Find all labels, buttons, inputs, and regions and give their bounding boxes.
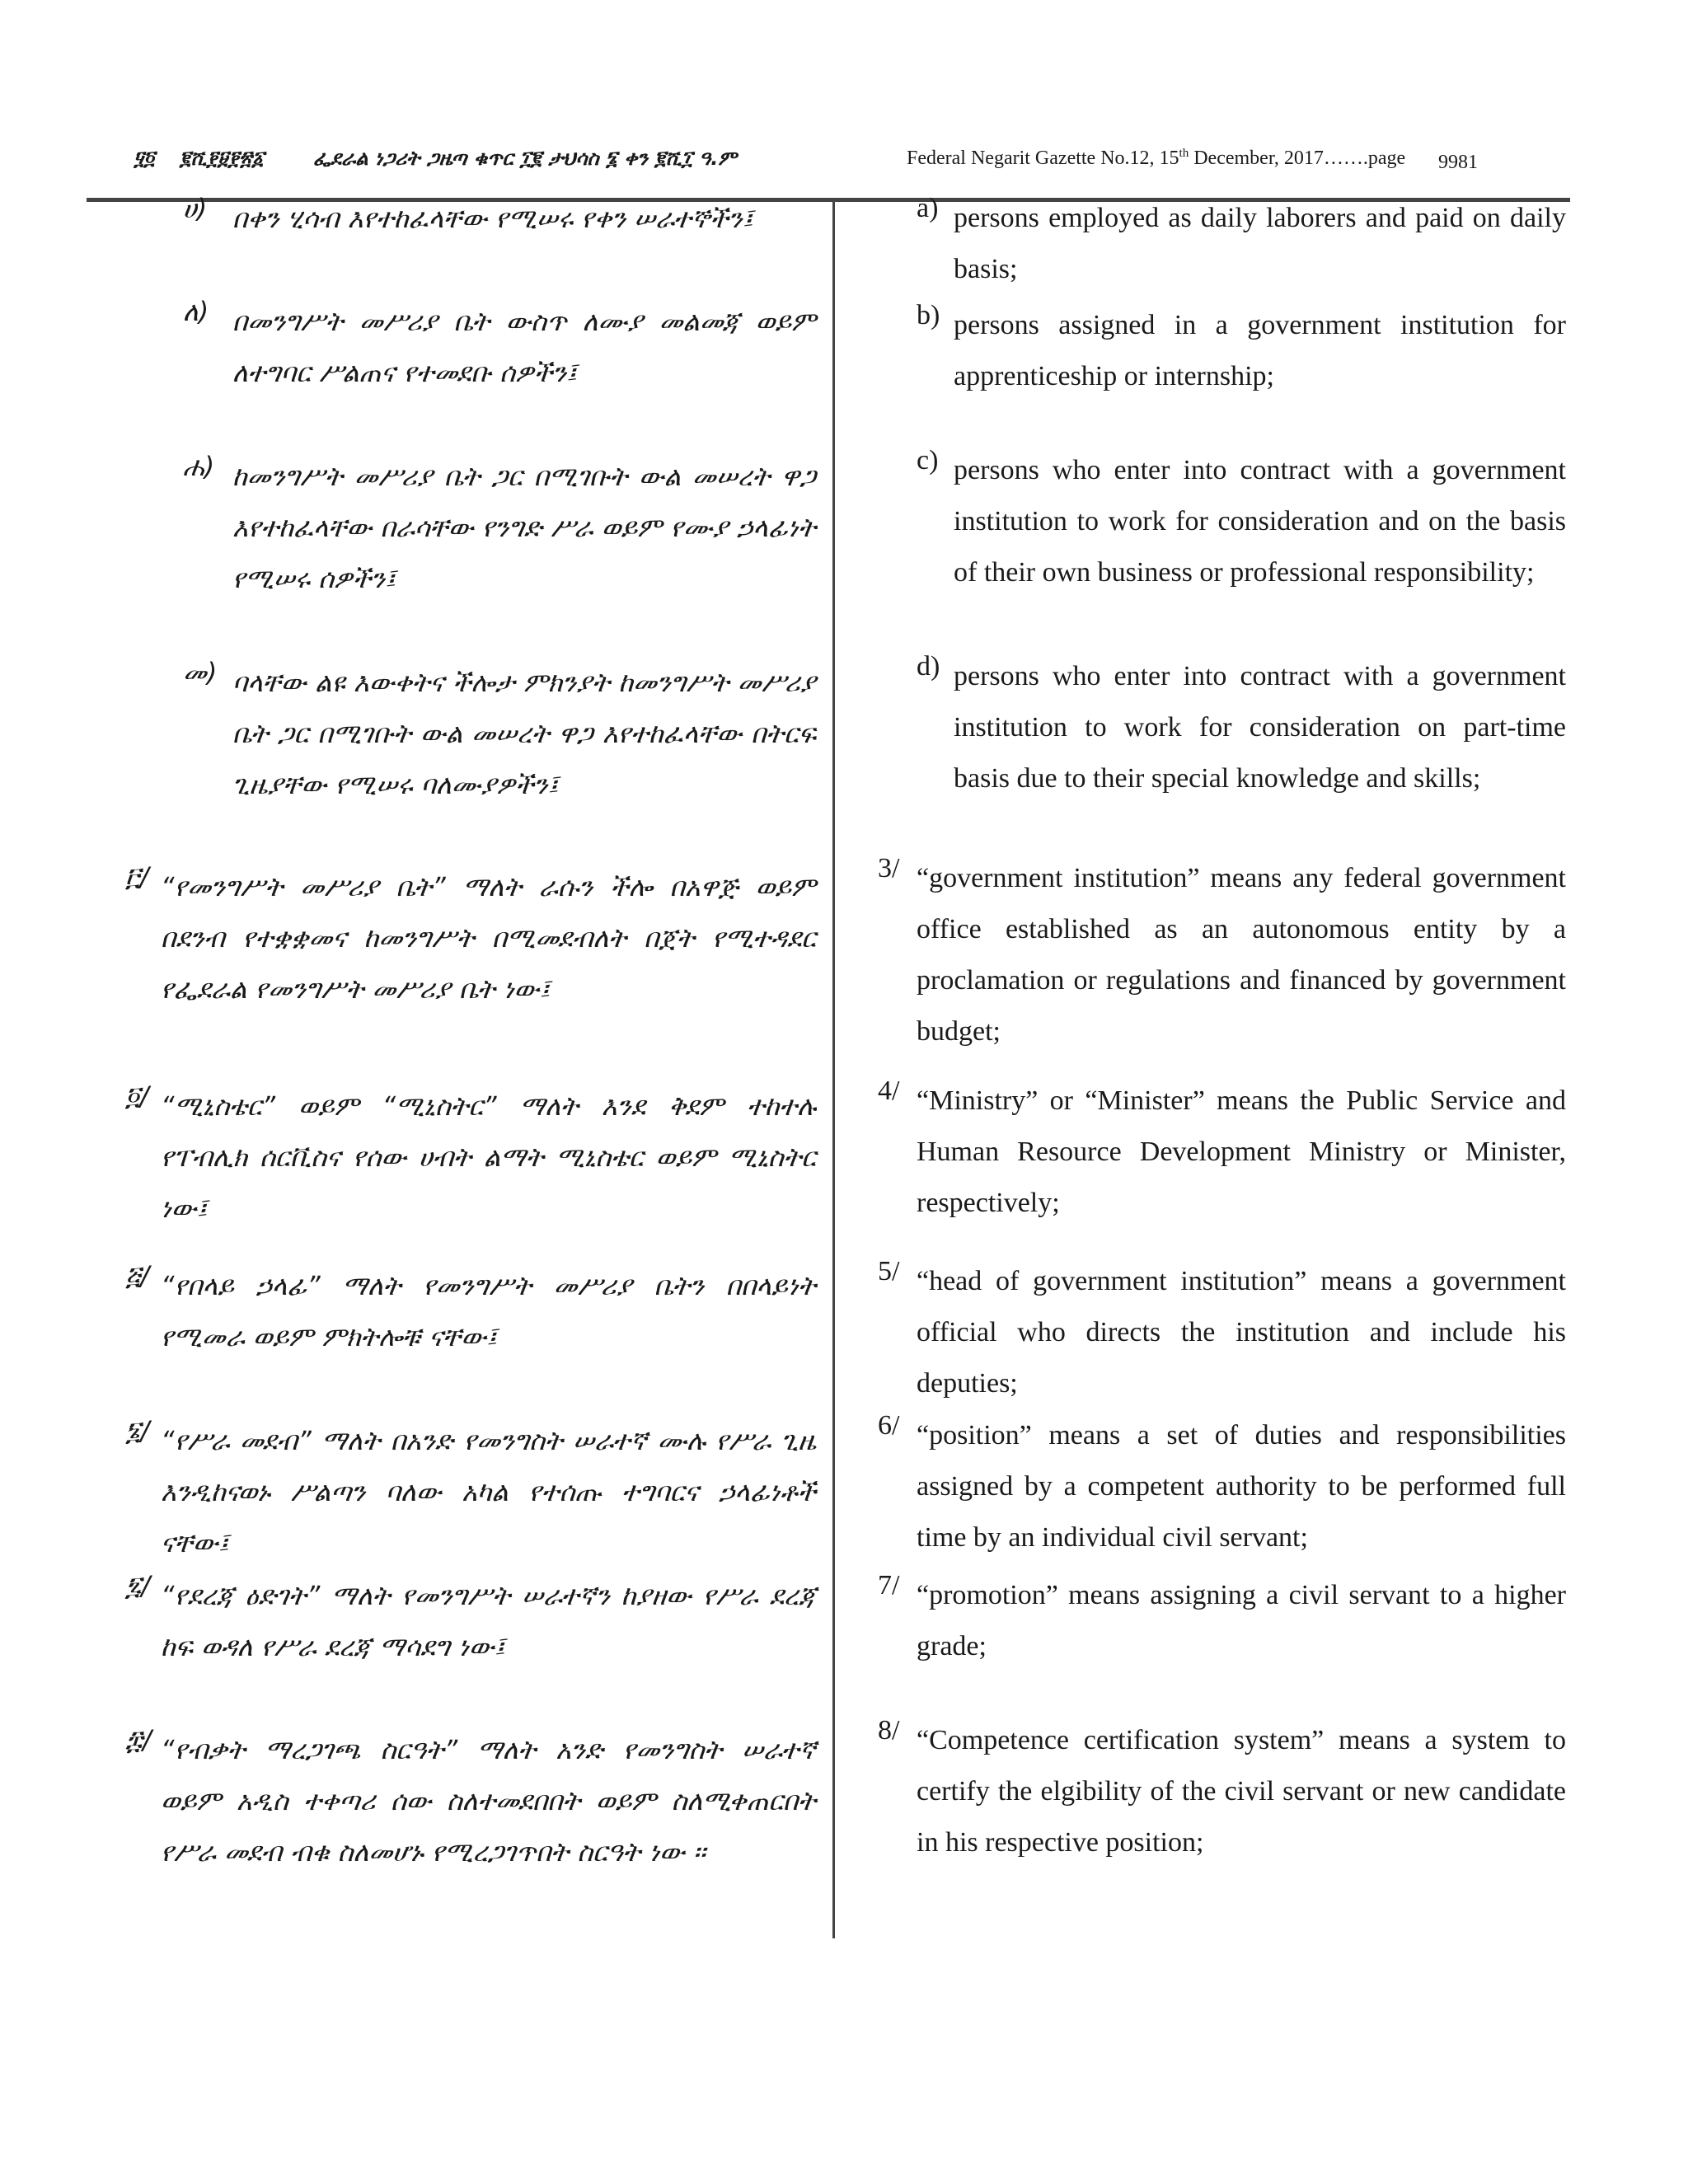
header-gazette-text: Federal Negarit Gazette No.12, 15 (907, 148, 1179, 169)
item-label: ሀ) (183, 193, 208, 224)
section-text: “የመንግሥት መሥሪያ ቤት” ማለት ራሱን ችሎ በአዋጅ ወይም በደንብ የተቋቋመና ከመንግሥት በሚመደብለት በጀት የሚተዳደር የፌደራል የመንግሥት መሥሪያ ቤት ነው፤ (161, 871, 816, 1005)
item-label: መ) (183, 657, 218, 688)
section-label: 5/ (878, 1256, 900, 1286)
item-text: persons employed as daily laborers and paid on daily basis; (954, 203, 1566, 284)
item-label: d) (917, 651, 940, 682)
section-text: “የሥራ መደብ” ማለት በአንድ የመንግስት ሠራተኛ ሙሉ የሥራ ጊዜ እንዲከናወኑ ሥልጣን ባለው አካል የተሰጡ ተግባርና ኃላፊነቶች ናቸው፤ (161, 1425, 816, 1558)
section-text: “head of government institution” means a government official who directs the institution and include his deputies; (917, 1266, 1566, 1399)
page-header (0, 147, 1688, 180)
section-text: “position” means a set of duties and responsibilities assigned by a competent authority to be performed full time by an individual civil servant; (917, 1420, 1566, 1553)
header-title-amharic: ፌደራል ነጋሪት ጋዜጣ ቁጥር ፲፪ ታህሳስ ፮ ቀን ፪ሺ፲ ዓ.ም (313, 147, 737, 170)
section-label: 3/ (878, 853, 900, 883)
section-text: “government institution” means any federal government office established as an autonomous entity by a proclamation or regulations and financed by government budget; (917, 863, 1566, 1047)
section-text: “የደረጃ ዕድገት” ማለት የመንግሥት ሠራተኛን ከያዘው የሥራ ደረጃ ከፍ ወዳለ የሥራ ደረጃ ማሳደግ ነው፤ (161, 1580, 816, 1662)
section-text: “የበላይ ኃላፊ” ማለት የመንግሥት መሥሪያ ቤትን በበላይነት የሚመራ ወይም ምክትሎቹ ናቸው፤ (161, 1270, 816, 1352)
header-page-number-english: 9981 (1438, 152, 1478, 173)
item-label: ለ) (183, 296, 209, 327)
item-text: persons assigned in a government institution for apprenticeship or internship; (954, 310, 1566, 391)
section-label: ፬/ (125, 1080, 149, 1112)
header-year-amharic: ፪ሺ፻፱፻፳፩ (180, 147, 265, 170)
section-label: ፭/ (125, 1260, 150, 1291)
item-text: ባላቸው ልዩ እውቀትና ችሎታ ምክንያት ከመንግሥት መሥሪያ ቤት ጋር በሚገቡት ውል መሠረት ዋጋ እየተከፈላቸው በትርፍ ጊዜያቸው የሚሠሩ ባለሙያዎችን፤ (232, 667, 816, 800)
section-label: ፰/ (125, 1724, 152, 1755)
section-text: “ሚኒስቴር” ወይም “ሚኒስትር” ማለት እንደ ቅደም ተከተሉ የፐብሊክ ሰርቪስና የሰው ሀብት ልማት ሚኒስቴር ወይም ሚኒስትር ነው፤ (161, 1090, 816, 1224)
section-label: ፫/ (125, 861, 149, 893)
column-divider (832, 198, 835, 1938)
header-gazette-text-post: December, 2017…….page (1189, 148, 1406, 169)
section-label: ፯/ (125, 1570, 151, 1601)
item-text: ከመንግሥት መሥሪያ ቤት ጋር በሚገቡት ውል መሠረት ዋጋ እየተከፈላቸው በራሳቸው የንግድ ሥራ ወይም የሙያ ኃላፊነት የሚሠሩ ሰዎችን፤ (232, 461, 816, 594)
header-gazette-sup: th (1179, 147, 1189, 160)
section-text: “የብቃት ማረጋገጫ ስርዓት” ማለት አንድ የመንግስት ሠራተኛ ወይም አዲስ ተቀጣሪ ሰው ስለተመደበበት ወይም ስለሚቀጠርበት የሥራ መደብ ብቁ ስለመሆኑ የሚረጋገጥበት ስርዓት ነው ፡፡ (161, 1734, 816, 1868)
section-text: “promotion” means assigning a civil servant to a higher grade; (917, 1580, 1566, 1661)
item-text: በቀን ሂሳብ እየተከፈላቸው የሚሠሩ የቀን ሠራተኞችን፤ (232, 203, 753, 234)
item-label: b) (917, 300, 940, 330)
section-label: 7/ (878, 1570, 900, 1601)
section-label: 6/ (878, 1410, 900, 1441)
section-text: “Competence certification system” means a system to certify the elgibility of the civil servant or new candidate in his respective position; (917, 1725, 1566, 1858)
section-label: ፮/ (125, 1415, 150, 1446)
section-text: “Ministry” or “Minister” means the Public Service and Human Resource Development Ministry or Minister, respectively; (917, 1085, 1566, 1218)
item-text: persons who enter into contract with a government institution to work for consideration on part-time basis due to their special knowledge and skills; (954, 661, 1566, 794)
header-gazette-english (907, 147, 1405, 170)
item-text: በመንግሥት መሥሪያ ቤት ውስጥ ለሙያ መልመጃ ወይም ለተግባር ሥልጠና የተመደቡ ሰዎችን፤ (232, 306, 816, 388)
section-label: 8/ (878, 1715, 900, 1746)
item-label: c) (917, 445, 939, 476)
item-label: ሐ) (183, 451, 215, 482)
header-page-number-amharic: ፶፬ (134, 147, 155, 170)
item-label: a) (917, 193, 939, 223)
section-label: 4/ (878, 1076, 900, 1106)
item-text: persons who enter into contract with a government institution to work for consideration and on the basis of their own business or professional responsibility; (954, 455, 1566, 588)
